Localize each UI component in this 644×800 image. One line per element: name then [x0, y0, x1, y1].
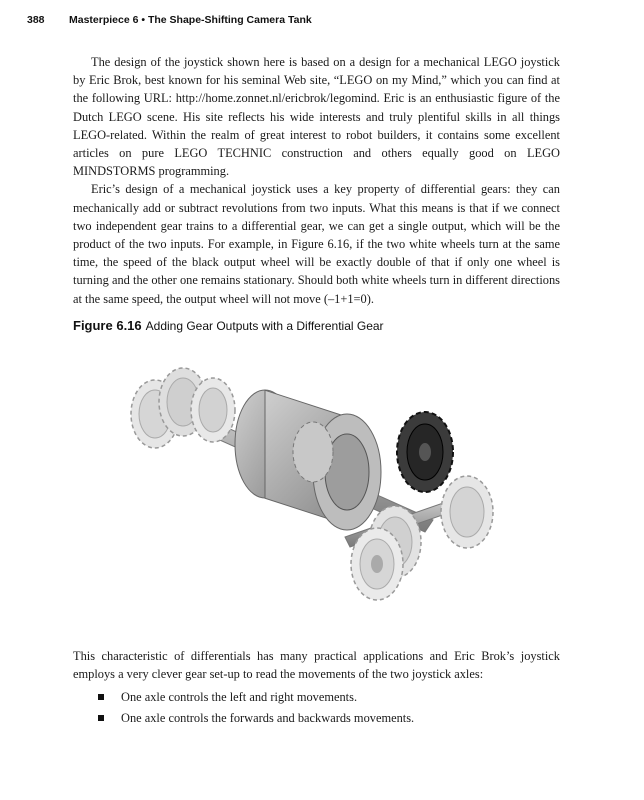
- body-text-top: [73, 53, 560, 308]
- differential-housing: [235, 390, 381, 530]
- paragraph: Eric’s design of a mechanical joystick uses a key property of differential gears: they can mechanically add or subtract revolutions from two inputs. What this means is that if we connect two independent gear trains to a differential gear, we can get a single output, which will be the product of the two inputs. For example, in Figure 6.16, if the two white wheels turn at the same time, the speed of the black output wheel will be exactly double of that if only one wheel is turning and the other one remains stationary. Should both white wheels turn in different directions at the same speed, the output wheel will not move (–1+1=0).: [73, 182, 560, 306]
- paragraph: This characteristic of differentials has many practical applications and Eric Brok’s joystick employs a very clever gear set-up to read the movements of the two joystick axles:: [73, 649, 560, 682]
- figure-caption-text: Adding Gear Outputs with a Differential Gear: [145, 319, 384, 333]
- list-item: One axle controls the forwards and backwards movements.: [98, 708, 568, 729]
- running-title: Masterpiece 6 • The Shape-Shifting Camera Tank: [69, 14, 312, 26]
- black-output-gear: [397, 412, 453, 492]
- white-gear-right-3: [351, 528, 403, 600]
- white-gear-left-3: [191, 378, 235, 442]
- running-header: [27, 14, 617, 26]
- figure-label: Figure 6.16: [73, 318, 142, 333]
- bullet-square-icon: [98, 715, 104, 721]
- body-text-after-figure: [73, 647, 560, 683]
- figure-caption: [73, 318, 593, 333]
- page-number: 388: [27, 14, 45, 26]
- bullet-square-icon: [98, 694, 104, 700]
- bullet-list: [98, 687, 568, 729]
- white-gear-right-1: [441, 476, 493, 548]
- list-item: One axle controls the left and right movements.: [98, 687, 568, 708]
- differential-gear-illustration: [95, 332, 525, 632]
- paragraph: The design of the joystick shown here is based on a design for a mechanical LEGO joystick by Eric Brok, best known for his seminal Web site, “LEGO on my Mind,” which you can find at the following URL: http://home.zonnet.nl/ericbrok/legomind. Eric is an enthusiastic figure of the Dutch LEGO scene. His site reflects his wide interests and truly plentiful skills in all things LEGO-related. Within the realm of great interest to robot builders, it contains some excellent articles on pure LEGO TECHNIC construction and others equally good on LEGO MINDSTORMS programming.: [73, 55, 560, 179]
